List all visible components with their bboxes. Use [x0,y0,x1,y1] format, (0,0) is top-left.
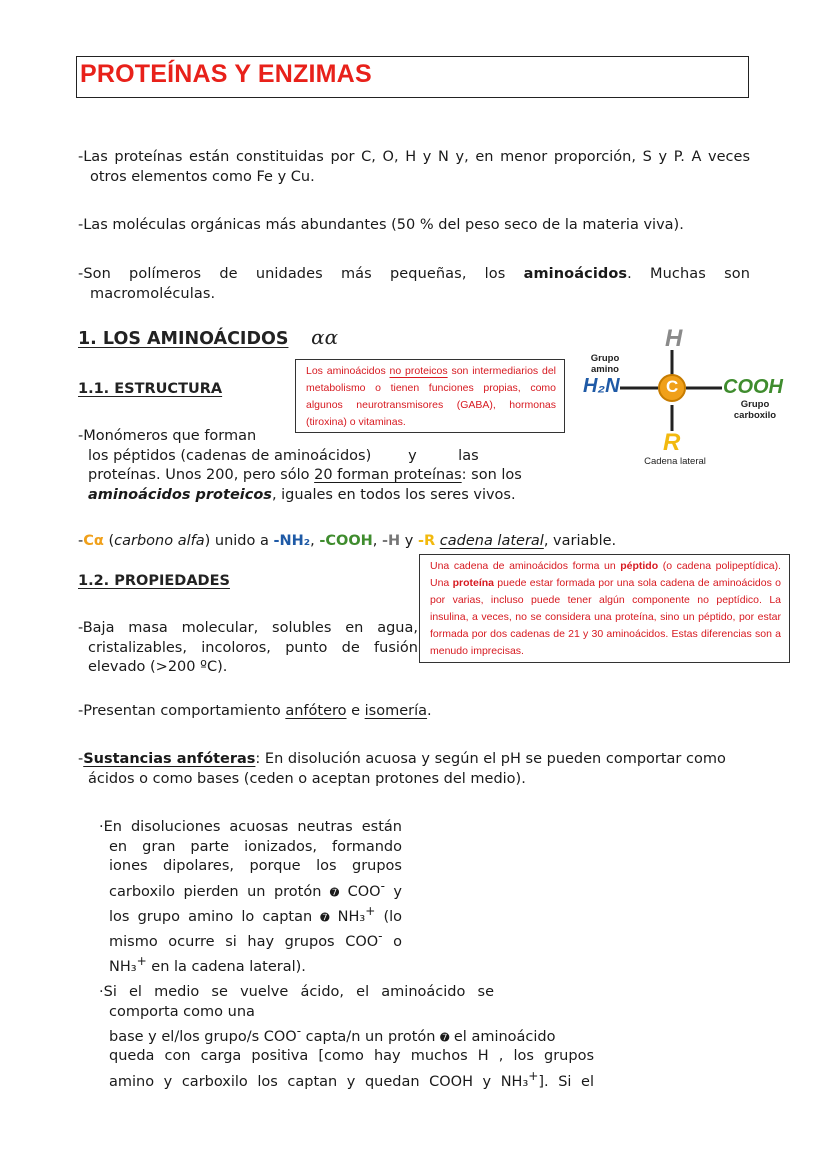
cooh-group: -COOH [319,533,373,549]
side-chain-text: cadena lateral [439,533,544,549]
b1-t3: y los grupo amino lo captan [109,883,402,925]
nh2-group: -NH₂ [273,533,311,549]
alpha-symbol: αα [311,325,339,349]
b1-sup1: - [380,878,385,893]
amph-anfotero: anfótero [285,703,347,719]
amph-pre: -Presentan comportamiento [78,703,286,719]
b1-sup3: - [378,929,383,944]
structure-line-1: -Monómeros que forman [78,428,257,444]
structure-line-3 [78,466,578,486]
intro-paragraph-2 [78,216,750,236]
subs-heading: Sustancias anfóteras [83,751,256,767]
arrow-icon: ➐ [320,910,330,924]
b1-sup2: + [365,903,376,918]
note2-peptide: péptido [620,560,659,572]
intro-p3-pre: -Son polímeros de unidades más pequeñas, los [78,266,524,282]
b1-t2: COO [339,883,381,900]
ca-paren: ( [103,533,115,549]
b2-l3b: capta/n un protón [301,1028,441,1045]
properties-paragraph [78,619,418,678]
note2-t2: (o cadena polipeptídica). Una [430,560,781,589]
b2-l3sup: - [296,1024,302,1038]
ca-mid: ) unido a [204,533,274,549]
intro-p3-bold: aminoácidos [523,266,628,282]
b2-line1: ·Si el medio se vuelve ácido, el aminoácido se [99,984,494,1000]
section-1-2-heading-text: 1.2. PROPIEDADES [78,573,230,589]
ca-dash: - [78,533,84,549]
ca-symbol: Cα [83,533,104,549]
ca-italic: carbono alfa [114,533,205,549]
diagram-h: H [665,325,683,352]
arrow-icon: ➐ [440,1030,450,1044]
bullet-neutral-solutions [99,818,402,978]
b2-l3a: base y el/los grupo/s COO [109,1028,297,1045]
section-1-heading: 1. LOS AMINOÁCIDOS [78,329,289,349]
note1-pre: Los aminoácidos [306,365,390,377]
section-1-1-heading-text: 1.1. ESTRUCTURA [78,381,223,397]
structure-paragraph [78,427,578,505]
intro-paragraph-3 [78,265,750,304]
note2-protein: proteína [452,577,494,589]
bullet-acid-medium [99,983,594,1092]
arrow-icon: ➐ [329,885,340,899]
label-amino-group: Grupo amino [590,353,620,375]
b1-t7: en la cadena lateral). [146,959,306,976]
diagram-h2n: H₂N [583,375,620,397]
r-group: -R [417,533,436,549]
subs-dash: - [78,751,84,767]
diagram-r: R [663,429,681,456]
b2-line2: comporta como una [109,1003,255,1020]
section-1-heading-row [78,325,338,349]
h-group: -H [382,533,401,549]
b2-line4: queda con carga positiva [como hay muchos H , los grupos [109,1048,594,1065]
ca-comma-1: , [310,533,320,549]
title-box [76,56,749,98]
section-1-2-heading [78,573,230,589]
structure-20-proteins: 20 forman proteínas [314,467,462,483]
intro-p1-text: -Las proteínas están constituidas por C, O, H y N y, en menor proporción, S y P. A veces otros elementos como Fe y Cu. [78,149,750,185]
intro-p3-post: . Muchas son macromoléculas. [90,266,750,302]
amino-acid-diagram [575,325,785,470]
properties-line-2: cristalizables, incoloros, punto de fusión [88,639,418,656]
ca-end: , variable. [543,533,617,549]
proteic-aminoacids: aminoácidos proteicos [88,486,272,503]
b2-line5 [99,1067,594,1092]
b1-t1: ·En disoluciones acuosas neutras están en gran parte ionizados, formando iones dipolares, porque los grupos carboxilo pierden un protón [99,819,402,900]
b2-l5b: ]. Si el [538,1073,594,1090]
structure-line-4 [78,486,578,506]
structure-line-3-post: : son los [461,467,522,483]
b2-l5sup: + [528,1068,539,1083]
intro-paragraph-1 [78,148,750,187]
diagram-c: C [666,377,679,396]
amph-end: . [427,703,432,719]
intro-p2-text: -Las moléculas orgánicas más abundantes (50 % del peso seco de la materia viva). [78,217,684,233]
note1-post: son intermediarios del metabolismo o tienen funciones propias, como algunos neurotransmisores (GABA), hormonas (tiroxina) o vitaminas. [306,365,556,428]
properties-line-3: elevado (>200 ºC). [88,659,228,675]
b1-sup4: + [136,954,147,969]
structure-line-2: los péptidos (cadenas de aminoácidos) y las [88,447,479,464]
note2-t1: Una cadena de aminoácidos forma un [430,560,621,572]
note-box-peptide [419,554,790,663]
b1-t5: (lo mismo ocurre si hay grupos COO [109,908,403,950]
label-side-chain: Cadena lateral [644,456,706,467]
ca-comma-2: , [372,533,382,549]
amphoteric-line [78,702,778,722]
subs-text: : En disolución acuosa y según el pH se pueden comportar como ácidos o como bases (ceden o aceptan protones del medio). [88,751,726,787]
note2-t3: puede estar formada por una sola cadena de aminoácidos o por varias, incluso puede tener algún componente no peptídico. La insulina, a veces, no se considera una proteína, sino un péptido, por estar formada por dos cadenas de 21 y 30 aminoácidos. Estas diferencias son a menudo imprecisas. [430,577,781,657]
page-title: PROTEÍNAS Y ENZIMAS [80,60,372,88]
ca-y: y [400,533,418,549]
b2-line3 [99,1022,594,1047]
b1-t6: o NH₃ [109,933,402,976]
structure-line-3-pre: proteínas. Unos 200, pero sólo [88,467,315,483]
section-1-1-heading [78,381,222,397]
diagram-cooh: COOH [723,376,783,398]
amph-mid: e [346,703,365,719]
properties-line-1: -Baja masa molecular, solubles en agua, [78,620,418,636]
b2-l3c: el aminoácido [449,1028,556,1045]
note1-underlined: no proteicos [389,365,448,377]
amph-isomeria: isomería [364,703,428,719]
b2-l5a: amino y carboxilo los captan y quedan COOH y NH₃ [109,1073,529,1090]
label-carboxyl-group: Grupo carboxilo [733,399,777,421]
structure-line-4-post: , iguales en todos los seres vivos. [271,486,516,503]
b1-t4: NH₃ [329,908,366,925]
note-box-non-protein-aminoacids [295,359,565,433]
amphoteric-substances-paragraph [78,750,750,789]
c-alpha-line [78,532,778,552]
